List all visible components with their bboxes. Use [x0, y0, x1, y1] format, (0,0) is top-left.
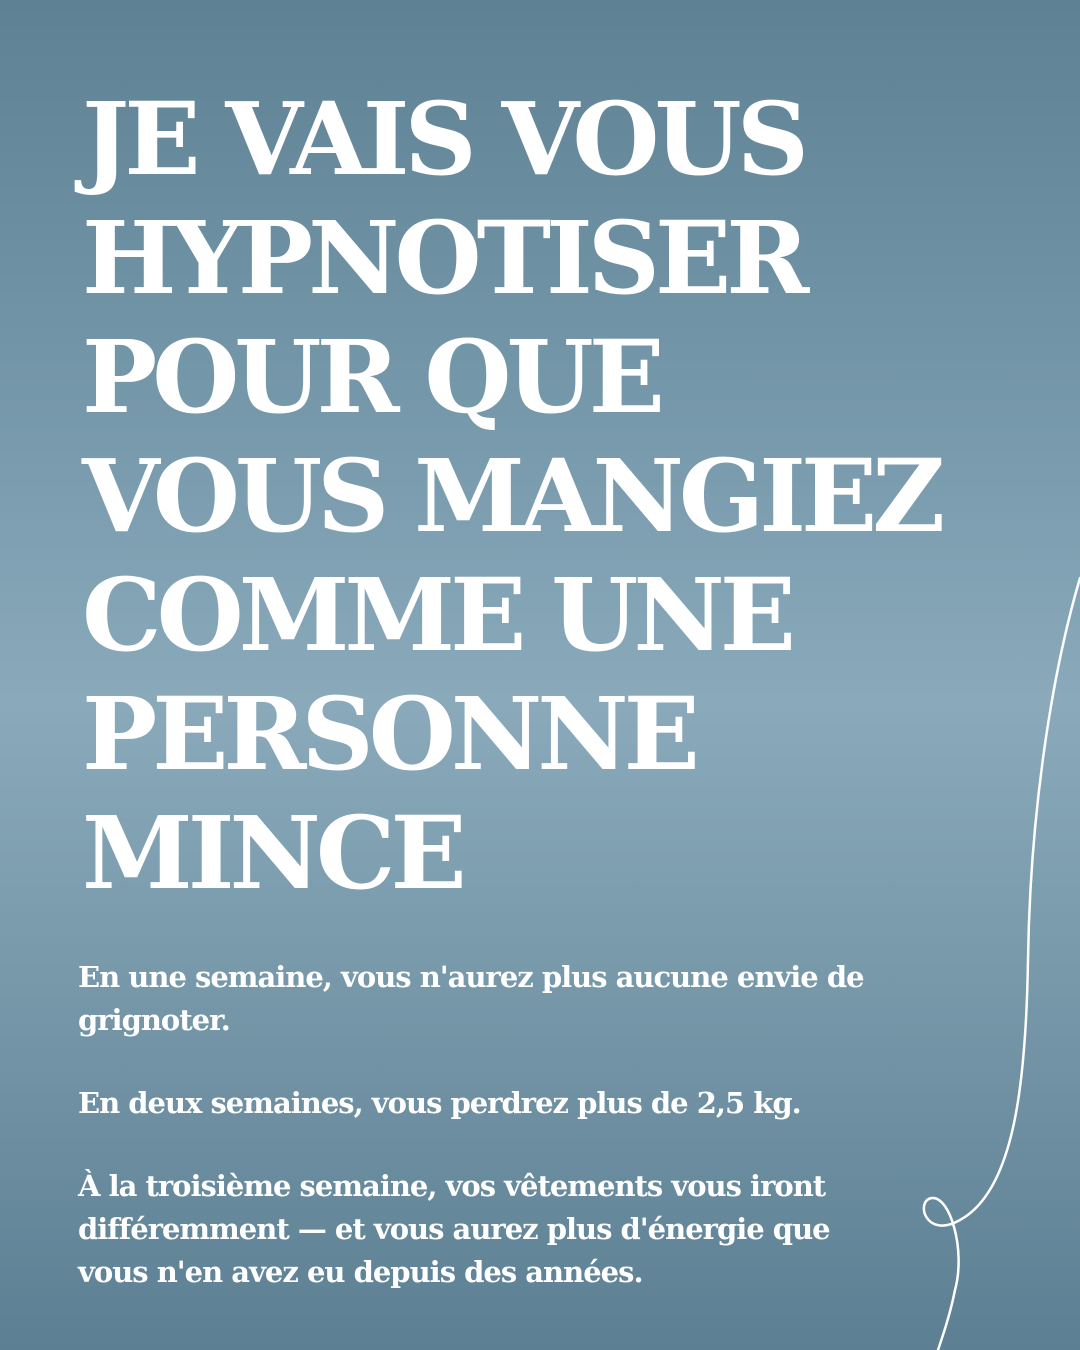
headline-line-7: MINCE: [82, 794, 462, 912]
headline-line-1: JE VAIS VOUS: [82, 80, 804, 198]
headline-line-4: VOUS MANGIEZ: [82, 437, 941, 555]
paragraph-week-two: En deux semaines, vous perdrez plus de 2,5 kg.: [78, 1086, 801, 1120]
paragraph-week-three: À la troisième semaine, vos vêtements vous iront différemment — et vous aurez plus d'énergie que vous n'en avez eu depuis des années.: [78, 1169, 830, 1289]
headline-line-5: COMME UNE: [82, 556, 791, 674]
paragraph-week-one: En une semaine, vous n'aurez plus aucune envie de grignoter.: [78, 960, 864, 1037]
headline-line-6: PERSONNE: [82, 675, 695, 793]
headline-line-2: HYPNOTISER: [82, 199, 805, 317]
body-text: [78, 956, 898, 1334]
headline: [82, 80, 1042, 913]
headline-line-3: POUR QUE: [82, 318, 660, 436]
